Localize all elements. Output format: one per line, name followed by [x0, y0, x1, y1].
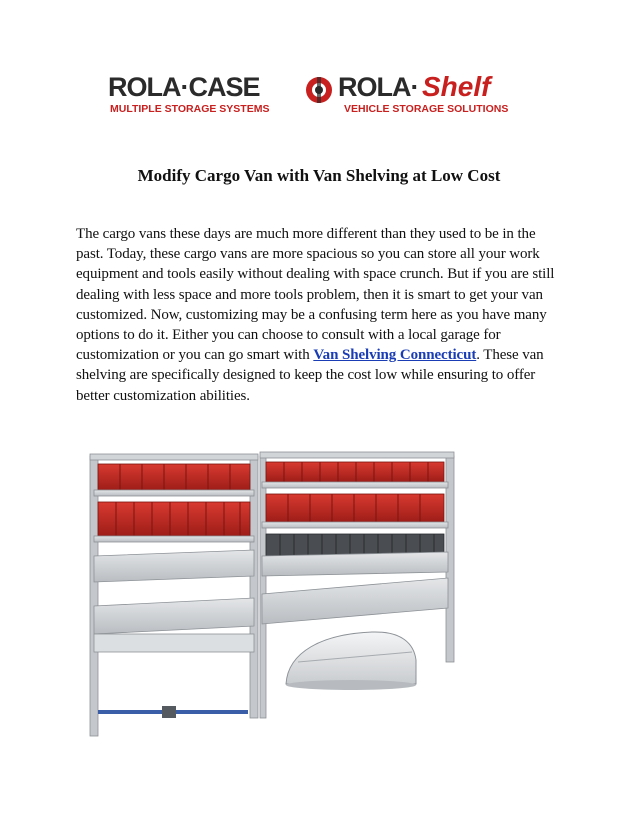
paragraph-text-after-link: . These van shelving are specifically designed to keep the cost low while ensuring to offer better customization abilities.	[76, 347, 544, 404]
article-title: Modify Cargo Van with Van Shelving at Low Cost	[137, 166, 501, 185]
red-bins-right-middle	[266, 494, 444, 522]
red-bins-left-middle	[98, 502, 250, 536]
dome-parts-case	[286, 632, 416, 684]
paragraph-text-before-link: The cargo vans these days are much more different than they used to be in the past. Today, these cargo vans are more spacious so you can store all your work equipment and tools easily without dealing with space crunch. But if you are still dealing with less space and more tools problem, then it is smart to get your van customized. Now, customizing may be a confusing term here as you have many options to do it. Either you can choose to consult with a local garage for customization or you can go smart with	[76, 226, 555, 364]
red-bins-left-top	[98, 464, 250, 490]
left-shelf-tray-1	[94, 550, 254, 582]
van-shelving-photo	[82, 448, 476, 740]
right-shelf-tray	[262, 578, 448, 624]
logo-rola-case-text: ROLA·CASE	[108, 72, 260, 102]
logo-rola-text: ROLA·	[338, 72, 419, 102]
logo-left-tagline: MULTIPLE STORAGE SYSTEMS	[110, 103, 270, 115]
logo-right-tagline: VEHICLE STORAGE SOLUTIONS	[344, 103, 509, 115]
van-shelving-connecticut-link[interactable]: Van Shelving Connecticut	[313, 347, 477, 364]
left-shelf-tray-2	[94, 598, 254, 634]
rola-logo	[106, 68, 532, 120]
logo-emblem-icon	[306, 77, 332, 103]
article-paragraph	[76, 224, 566, 406]
red-bins-right-top	[266, 462, 444, 482]
logo-shelf-text: Shelf	[422, 71, 491, 102]
